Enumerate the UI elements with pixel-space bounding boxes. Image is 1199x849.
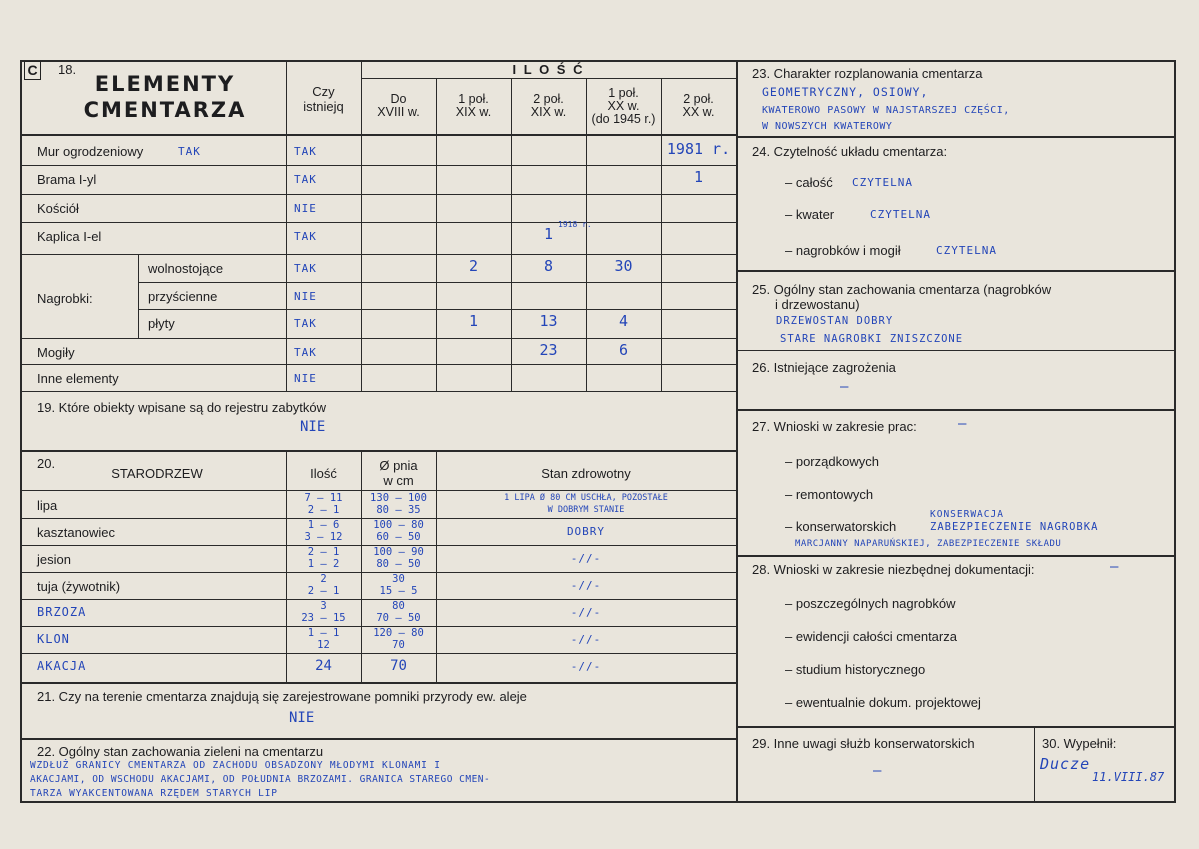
tree-ilosc: 3 – 12 xyxy=(304,531,343,543)
row-line xyxy=(20,165,736,166)
tree-pnia: 70 – 50 xyxy=(376,612,421,624)
tree-ilosc: 24 xyxy=(315,658,332,674)
q27-item: – porządkowych xyxy=(785,454,879,469)
tree-pnia: 130 – 100 xyxy=(370,492,427,504)
q22-answer-l1: WZDŁUŻ GRANICY CMENTARZA OD ZACHODU OBSADZONY MŁODYMI KLONAMI I xyxy=(30,760,441,771)
tree-pnia: 30 xyxy=(392,573,405,585)
header-bottom xyxy=(20,134,736,136)
tree-ilosc: 2 – 1 xyxy=(307,504,340,516)
tree-stan: -//- xyxy=(570,552,602,565)
table-bottom xyxy=(20,391,736,392)
nagrobki-vline xyxy=(138,254,139,338)
q24-item-value: CZYTELNA xyxy=(936,244,997,257)
q19-label: 19. Które obiekty wpisane są do rejestru zabytków xyxy=(37,400,327,415)
stan-header: Stan zdrowotny xyxy=(541,466,631,481)
q30-date: 11.VIII.87 xyxy=(1092,770,1165,784)
period-header-1: XIX w. xyxy=(455,105,492,119)
ilosc-underline xyxy=(361,78,736,79)
q28-label: 28. Wnioski w zakresie niezbędnej dokumentacji: xyxy=(752,562,1035,577)
tree-stan: -//- xyxy=(570,660,602,673)
tree-pnia: 15 – 5 xyxy=(379,585,418,597)
tree-stan: -//- xyxy=(570,579,602,592)
tree-row-line xyxy=(20,653,736,654)
element-value: 6 xyxy=(618,341,629,359)
vline-czy-left xyxy=(286,60,287,392)
element-note2: 1918 r. xyxy=(558,220,592,229)
period-header-3: (do 1945 r.) xyxy=(591,112,656,126)
q30-label: 30. Wypełnił: xyxy=(1042,736,1117,751)
period-header-2: 2 poł. xyxy=(533,92,564,106)
q29-answer: – xyxy=(873,763,882,779)
element-value: 2 xyxy=(468,257,479,275)
row-line xyxy=(20,364,736,365)
middle-divider xyxy=(736,60,738,803)
tree-stan: DOBRY xyxy=(566,525,606,538)
element-czy: TAK xyxy=(294,262,317,275)
q26-label: 26. Istniejące zagrożenia xyxy=(752,360,896,375)
tree-name: lipa xyxy=(37,498,58,513)
element-czy: NIE xyxy=(294,202,317,215)
q27-k-l3: MARCJANNY NAPARUŃSKIEJ, ZABEZPIECZENIE SKŁADU xyxy=(795,539,1062,549)
section-letter: C xyxy=(24,61,41,80)
q27-k-l2: ZABEZPIECZENIE NAGROBKA xyxy=(930,521,1099,533)
tree-stan: W DOBRYM STANIE xyxy=(547,505,625,515)
q24-item-value: CZYTELNA xyxy=(870,208,931,221)
q22-answer-l3: TARZA WYAKCENTOWANA RZĘDEM STARYCH LIP xyxy=(30,788,278,799)
q30-signature: Ducze xyxy=(1040,755,1091,773)
tree-pnia: 120 – 80 xyxy=(373,627,424,639)
element-czy: TAK xyxy=(294,317,317,330)
tree-pnia: 70 xyxy=(390,658,407,674)
element-label: przyścienne xyxy=(148,289,218,304)
q23-bottom xyxy=(736,136,1176,138)
q28-bottom xyxy=(736,726,1176,728)
element-czy: NIE xyxy=(294,372,317,385)
element-label: Kaplica I-el xyxy=(37,229,102,244)
tree-ilosc: 3 xyxy=(320,600,327,612)
element-value: 1 xyxy=(468,312,479,330)
frame-left xyxy=(20,60,22,803)
period-header-4: 2 poł. xyxy=(683,92,714,106)
tree-ilosc: 23 – 15 xyxy=(301,612,346,624)
tree-ilosc: 2 xyxy=(320,573,327,585)
tree-name: BRZOZA xyxy=(37,605,87,619)
title-line1: ELEMENTY xyxy=(94,72,236,96)
element-value: 23 xyxy=(539,341,558,359)
row-line xyxy=(20,338,736,339)
q21-answer: NIE xyxy=(289,710,315,726)
q27-label: 27. Wnioski w zakresie prac: xyxy=(752,419,917,434)
q24-item-label: – całość xyxy=(785,175,833,190)
tree-ilosc: 2 – 1 xyxy=(307,585,340,597)
nagrobki-label: Nagrobki: xyxy=(37,291,93,306)
q24-label: 24. Czytelność układu cmentarza: xyxy=(752,144,948,159)
q25-answer-l2: STARE NAGROBKI ZNISZCZONE xyxy=(780,333,964,345)
tree-stan: -//- xyxy=(570,606,602,619)
tree-ilosc: 7 – 11 xyxy=(304,492,343,504)
tree-ilosc: 12 xyxy=(317,639,330,651)
q28-item: – ewidencji całości cmentarza xyxy=(785,629,957,644)
tree-pnia: 100 – 90 xyxy=(373,546,424,558)
tree-ilosc: 1 – 1 xyxy=(307,627,340,639)
q23-answer-l3: W NOWSZYCH KWATEROWY xyxy=(762,121,893,132)
element-value: 1 xyxy=(693,168,704,186)
frame-right xyxy=(1174,60,1176,803)
q23-answer-l1: GEOMETRYCZNY, OSIOWY, xyxy=(762,85,929,99)
tree-pnia: 70 xyxy=(392,639,405,651)
tree-ilosc: 1 – 2 xyxy=(307,558,340,570)
element-label: Brama I-yl xyxy=(37,172,97,187)
q27-item: – konserwatorskich xyxy=(785,519,897,534)
q27-k-l1: KONSERWACJA xyxy=(930,509,1004,520)
element-czy: TAK xyxy=(294,145,317,158)
q19-answer: NIE xyxy=(300,419,326,435)
element-label: Inne elementy xyxy=(37,371,119,386)
q21-bottom xyxy=(20,738,736,740)
q25-label-l2: i drzewostanu) xyxy=(775,297,860,312)
q18-number: 18. xyxy=(58,62,77,77)
element-label: Kościół xyxy=(37,201,79,216)
col-czy-l2: istniejq xyxy=(303,99,344,114)
element-czy: TAK xyxy=(294,346,317,359)
row-line xyxy=(138,282,736,283)
element-value: 30 xyxy=(614,257,633,275)
q27-bottom xyxy=(736,555,1176,557)
row-line xyxy=(138,309,736,310)
q25-bottom xyxy=(736,350,1176,351)
period-vline xyxy=(661,78,662,392)
q25-answer-l1: DRZEWOSTAN DOBRY xyxy=(776,315,894,327)
period-header-0: XVIII w. xyxy=(377,105,420,119)
tree-name: tuja (żywotnik) xyxy=(37,579,121,594)
element-value: 8 xyxy=(543,257,554,275)
q20-v3 xyxy=(436,452,437,682)
tree-pnia: 80 xyxy=(392,600,405,612)
element-label: Mur ogrodzeniowy xyxy=(37,144,144,159)
q28-item: – studium historycznego xyxy=(785,662,926,677)
q19-bottom xyxy=(20,450,736,452)
element-value: 1 xyxy=(543,225,554,243)
q24-item-label: – nagrobków i mogił xyxy=(785,243,901,258)
q22-answer-l2: AKACJAMI, OD WSCHODU AKACJAMI, OD POŁUDNIA BRZOZAMI. GRANICA STAREGO CMEN- xyxy=(30,774,491,785)
ilosc-header: I L O Ś Ć xyxy=(512,62,585,77)
q21-label: 21. Czy na terenie cmentarza znajdują się zarejestrowane pomniki przyrody ew. aleje xyxy=(37,689,527,704)
q23-answer-l2: KWATEROWO PASOWY W NAJSTARSZEJ CZĘŚCI, xyxy=(762,105,1010,116)
q27-answer: – xyxy=(958,416,967,432)
element-czy: TAK xyxy=(294,173,317,186)
element-value: 1981 r. xyxy=(666,140,731,158)
tree-name: kasztanowiec xyxy=(37,525,116,540)
q28-item: – ewentualnie dokum. projektowej xyxy=(785,695,981,710)
ilosc-col-header: Ilość xyxy=(310,466,337,481)
q28-item: – poszczególnych nagrobków xyxy=(785,596,956,611)
q30-divider xyxy=(1034,726,1035,803)
period-header-1: 1 poł. xyxy=(458,92,489,106)
q22-label: 22. Ogólny stan zachowania zieleni na cmentarzu xyxy=(37,744,324,759)
starodrzew-header: STARODRZEW xyxy=(111,466,203,481)
period-header-3: 1 poł. xyxy=(608,86,639,100)
tree-stan: -//- xyxy=(570,633,602,646)
col-czy-l1: Czy xyxy=(312,84,335,99)
element-note: TAK xyxy=(178,145,201,158)
q20-number: 20. xyxy=(37,456,56,471)
title-line2: CMENTARZA xyxy=(83,98,247,122)
q23-label: 23. Charakter rozplanowania cmentarza xyxy=(752,66,983,81)
q28-answer: – xyxy=(1110,559,1119,575)
row-line xyxy=(20,254,736,255)
q20-head-bottom xyxy=(20,490,736,491)
pnia-header-l1: Ø pnia xyxy=(379,458,418,473)
q24-item-label: – kwater xyxy=(785,207,835,222)
period-vline xyxy=(436,78,437,392)
q24-bottom xyxy=(736,270,1176,272)
element-czy: NIE xyxy=(294,290,317,303)
pnia-header-l2: w cm xyxy=(383,473,414,488)
tree-pnia: 80 – 35 xyxy=(376,504,421,516)
q29-label: 29. Inne uwagi służb konserwatorskich xyxy=(752,736,975,751)
period-header-0: Do xyxy=(390,92,407,106)
tree-stan: 1 LIPA Ø 80 CM USCHŁA, POZOSTAŁE xyxy=(504,493,668,503)
q26-answer: – xyxy=(840,379,849,395)
element-label: wolnostojące xyxy=(148,261,224,276)
element-label: Mogiły xyxy=(37,345,75,360)
period-header-3: XX w. xyxy=(607,99,640,113)
element-czy: TAK xyxy=(294,230,317,243)
vline-czy-right xyxy=(361,60,362,392)
q24-item-value: CZYTELNA xyxy=(852,176,913,189)
element-value: 13 xyxy=(539,312,558,330)
element-value: 4 xyxy=(618,312,629,330)
row-line xyxy=(20,194,736,195)
element-label: płyty xyxy=(148,316,175,331)
row-line xyxy=(20,222,736,223)
tree-pnia: 100 – 80 xyxy=(373,519,424,531)
tree-ilosc: 1 – 6 xyxy=(307,519,340,531)
q25-label-l1: 25. Ogólny stan zachowania cmentarza (nagrobków xyxy=(752,282,1052,297)
frame-bottom xyxy=(20,801,1176,803)
tree-pnia: 60 – 50 xyxy=(376,531,421,543)
period-header-4: XX w. xyxy=(682,105,715,119)
q27-item: – remontowych xyxy=(785,487,874,502)
tree-pnia: 80 – 50 xyxy=(376,558,421,570)
q26-bottom xyxy=(736,409,1176,411)
tree-name: jesion xyxy=(37,552,71,567)
q20-bottom xyxy=(20,682,736,684)
tree-ilosc: 2 – 1 xyxy=(307,546,340,558)
tree-name: AKACJA xyxy=(37,659,87,673)
tree-name: KLON xyxy=(37,632,70,646)
period-header-2: XIX w. xyxy=(530,105,567,119)
